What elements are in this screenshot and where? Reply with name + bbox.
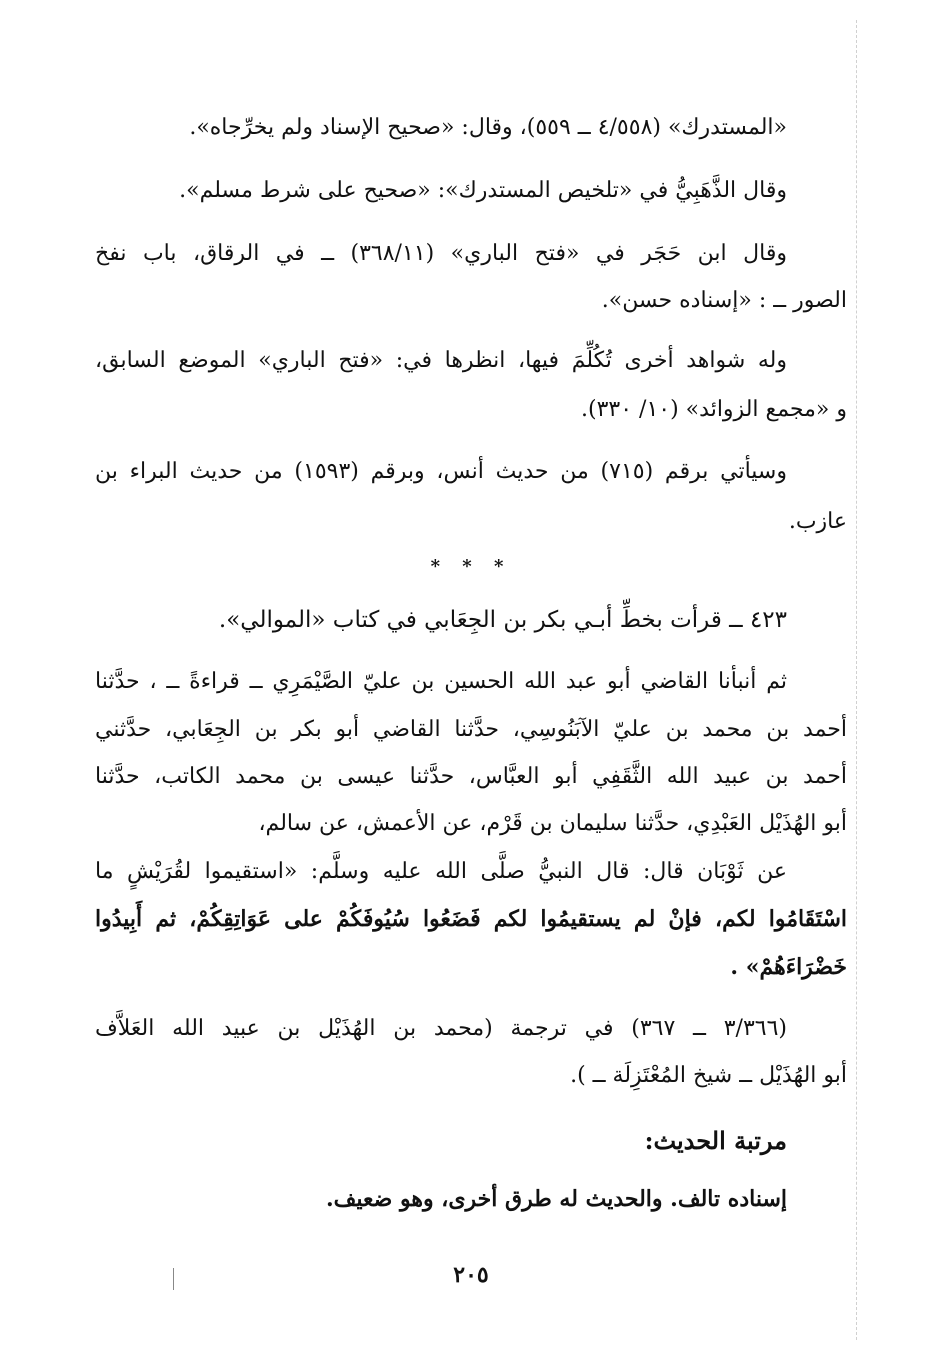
document-page — [95, 0, 847, 1372]
text-line: عازب. — [788, 509, 847, 534]
text-line: أحمد بن محمد بن عليّ الآبَنُوسِي، حدَّثنا القاضي أبو بكر بن الجِعَابي، حدَّثني — [95, 717, 847, 742]
text-line: و «مجمع الزوائد» (١٠/ ٣٣٠). — [581, 397, 847, 422]
text-line: أبو الهُذَيْل ــ شيخ المُعْتَزِلَة ــ ). — [570, 1063, 847, 1088]
entry-heading: ٤٢٣ ــ قرأت بخطِّ أبـي بكر بن الجِعَابي في كتاب «الموالي». — [218, 607, 787, 633]
hadith-text-line: اسْتَقَامُوا لكم، فإنْ لم يستقيمُوا لكم فَضَعُوا سُيُوفَكُمْ على عَوَاتِقِكُمْ، ثم أَبِيدُوا — [95, 906, 847, 932]
text-line: وله شواهد أخرى تُكُلِّمَ فيها، انظرها في: «فتح الباري» الموضع السابق، — [95, 348, 787, 373]
text-line: إسناده تالف. والحديث له طرق أخرى، وهو ضعيف. — [325, 1186, 787, 1212]
section-separator: * * * — [430, 556, 512, 577]
text-line: وسيأتي برقم (٧١٥) من حديث أنس، وبرقم (١٥٩٣) من حديث البراء بن — [95, 459, 787, 484]
text-line: أحمد بن عبيد الله الثَّقَفِي أبو العبَّاس، حدَّثنا عيسى بن محمد الكاتب، حدَّثنا — [95, 764, 847, 789]
page-number: ٢٠٥ — [453, 1262, 489, 1288]
text-line: عن ثَوْبَان قال: قال النبيُّ صلَّى الله عليه وسلَّم: «استقيموا لقُرَيْشٍ ما — [95, 859, 787, 884]
section-heading: مرتبة الحديث: — [644, 1126, 787, 1155]
text-line: (٣/٣٦٦ ــ ٣٦٧) في ترجمة (محمد بن الهُذَيْل بن عبيد الله العَلاَّف — [95, 1016, 787, 1041]
text-line: «المستدرك» (٤/٥٥٨ ــ ٥٥٩)، وقال: «صحيح الإسناد ولم يخرِّجاه». — [189, 115, 787, 140]
hadith-text-line: خَضْرَاءَهُمْ» . — [730, 954, 847, 980]
text-line: ثم أنبأنا القاضي أبو عبد الله الحسين بن عليّ الصَّيْمَرِي ــ قراءةً ــ ، حدَّثنا — [95, 669, 787, 694]
margin-guide-line — [856, 20, 858, 1340]
text-line: أبو الهُذَيْل العَبْدِي، حدَّثنا سليمان بن قَرْم، عن الأعمش، عن سالم، — [258, 811, 847, 836]
text-line: وقال الذَّهَبِيُّ في «تلخيص المستدرك»: «صحيح على شرط مسلم». — [179, 178, 787, 203]
text-line: وقال ابن حَجَر في «فتح الباري» (٣٦٨/١١) ــ في الرقاق، باب نفخ — [95, 241, 787, 266]
text-line: الصور ــ : «إسناده حسن». — [601, 288, 847, 313]
